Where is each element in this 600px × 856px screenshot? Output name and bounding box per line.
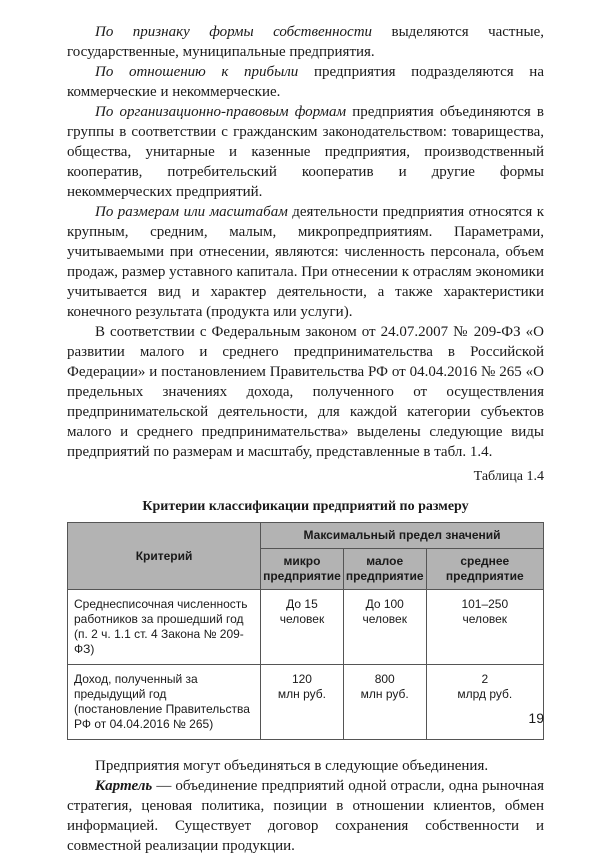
paragraph-legal-forms: По организационно-правовым формам предприятия объединяются в группы в соответствии с гражданским законодательством: товарищества, общества, унитарные и казенные предприятия, производственный кооператив, потребительский кооператив и другие формы некоммерческих предприятий.: [67, 104, 544, 200]
paragraph-cartel: Картель — объединение предприятий одной отрасли, одна рыночная стратегия, ценовая политика, позиции в отношении клиентов, обмен информацией. Существует договор сохранения собственности и совместной реализации продукции.: [67, 778, 544, 854]
header-small: малое предприятие: [343, 549, 426, 590]
term-ownership: По признаку формы собственности: [95, 24, 373, 40]
paragraph-law: В соответствии с Федеральным законом от 24.07.2007 № 209-ФЗ «О развитии малого и среднего предпринимательства в Российской Федерации» и постановлением Правительства РФ от 04.04.2016 № 265 «О предельных значениях дохода, полученного от осуществления предпринимательской деятельности, для каждой категории субъектов малого и среднего предпринимательства» выделены следующие виды предприятий по размерам и масштабу, представленные в табл. 1.4.: [67, 324, 544, 460]
table-row: [68, 665, 544, 740]
criteria-table: [67, 522, 544, 740]
page-number: 19: [528, 710, 544, 726]
header-max-values: Максимальный предел значений: [261, 523, 544, 549]
medium-cell: 101–250 человек: [426, 590, 543, 665]
term-cartel: Картель: [95, 778, 153, 794]
term-size: По размерам или масштабам: [95, 204, 288, 220]
criterion-cell: Среднесписочная численность работников за прошедший год (п. 2 ч. 1.1 ст. 4 Закона № 209-ФЗ): [68, 590, 261, 665]
micro-cell: До 15 человек: [261, 590, 344, 665]
micro-cell: 120 млн руб.: [261, 665, 344, 740]
criterion-cell: Доход, полученный за предыдущий год (постановление Правительства РФ от 04.04.2016 № 265): [68, 665, 261, 740]
table-number: Таблица 1.4: [473, 469, 544, 484]
header-criterion: Критерий: [68, 523, 261, 590]
table-row: [68, 590, 544, 665]
paragraph-ownership: По признаку формы собственности выделяются частные, государственные, муниципальные предприятия.: [67, 24, 545, 60]
term-legal-forms: По организационно-правовым формам: [95, 104, 347, 120]
table-title: Критерии классификации предприятий по размеру: [142, 499, 469, 514]
medium-cell: 2 млрд руб.: [426, 665, 543, 740]
small-cell: До 100 человек: [343, 590, 426, 665]
paragraph-profit: По отношению к прибыли предприятия подразделяются на коммерческие и некоммерческие.: [67, 64, 544, 100]
header-medium: среднее предприятие: [426, 549, 543, 590]
term-profit: По отношению к прибыли: [95, 64, 299, 80]
small-cell: 800 млн руб.: [343, 665, 426, 740]
header-micro: микро предприятие: [261, 549, 344, 590]
paragraph-unions: Предприятия могут объединяться в следующие объединения.: [95, 758, 489, 774]
paragraph-size: По размерам или масштабам деятельности предприятия относятся к крупным, средним, малым, микропредприятиям. Параметрами, учитываемыми при отнесении, являются: численность персонала, объем продаж, размер уставного капитала. При отнесении к отраслям экономики учитывается вид и характер деятельности, а также характеристики конечного результата (продукта или услуги).: [67, 204, 545, 320]
